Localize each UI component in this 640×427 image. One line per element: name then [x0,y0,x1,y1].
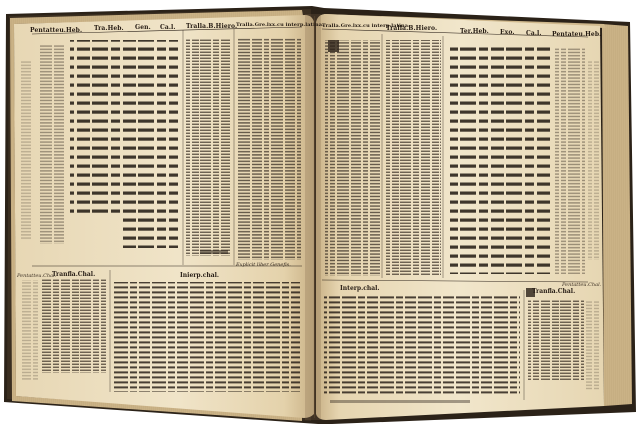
vulgate-column-right [386,40,441,276]
targum-latin-column [42,278,106,373]
left-margin-label: Pentatteu.Chal. [17,273,57,279]
septuagint-column [237,38,301,260]
hebrew-text-column-right [450,46,550,274]
right-header-vulgate: Tralla.B.Hiero. [386,25,438,32]
right-header-ter-heb: Ter.Heb. [460,28,489,35]
left-header-pentateuch: Pentatteu.Heb. [30,27,83,34]
right-header-pentateuch: Pentateu.Heb. [552,31,602,38]
septuagint-column-right [325,40,380,276]
targum-latin-column-right [528,300,584,380]
right-page-edges [602,24,632,406]
right-header-cap: Ca.l. [526,30,542,37]
left-header-septuagint: Tralla.Gre.lxx.cu interp.latina. [236,22,324,28]
left-targum-heading: Tranfla.Chal. [52,271,96,278]
right-margin-label: Pentatteu.Chal. [562,282,602,288]
decorated-initial [328,40,339,52]
left-header-vulgate: Tralla.B.Hiero. [186,23,238,30]
left-section-heading: Inierp.chal. [180,272,219,279]
interlinear-gloss-column [38,44,66,244]
right-targum-heading: Tranfla.Chal. [532,288,576,295]
left-header-tr-heb: Tra.Heb. [94,25,124,32]
targum-aramaic-column [114,282,300,392]
targum-aramaic-column-right [324,296,520,396]
right-header-exo: Exo. [500,29,515,36]
right-explicit: Explicit liber Genefis. [236,262,291,268]
interlinear-gloss-column-right [555,48,585,274]
hebrew-text-column [70,40,178,215]
right-section-heading: Interp.chal. [340,285,380,292]
left-header-cap: Ca.l. [160,24,176,31]
vulgate-column [186,38,232,256]
right-header-septuagint: Tralla.Gre.lxx.cu interp.latina. [322,23,410,29]
left-header-gen: Gen. [135,24,151,31]
